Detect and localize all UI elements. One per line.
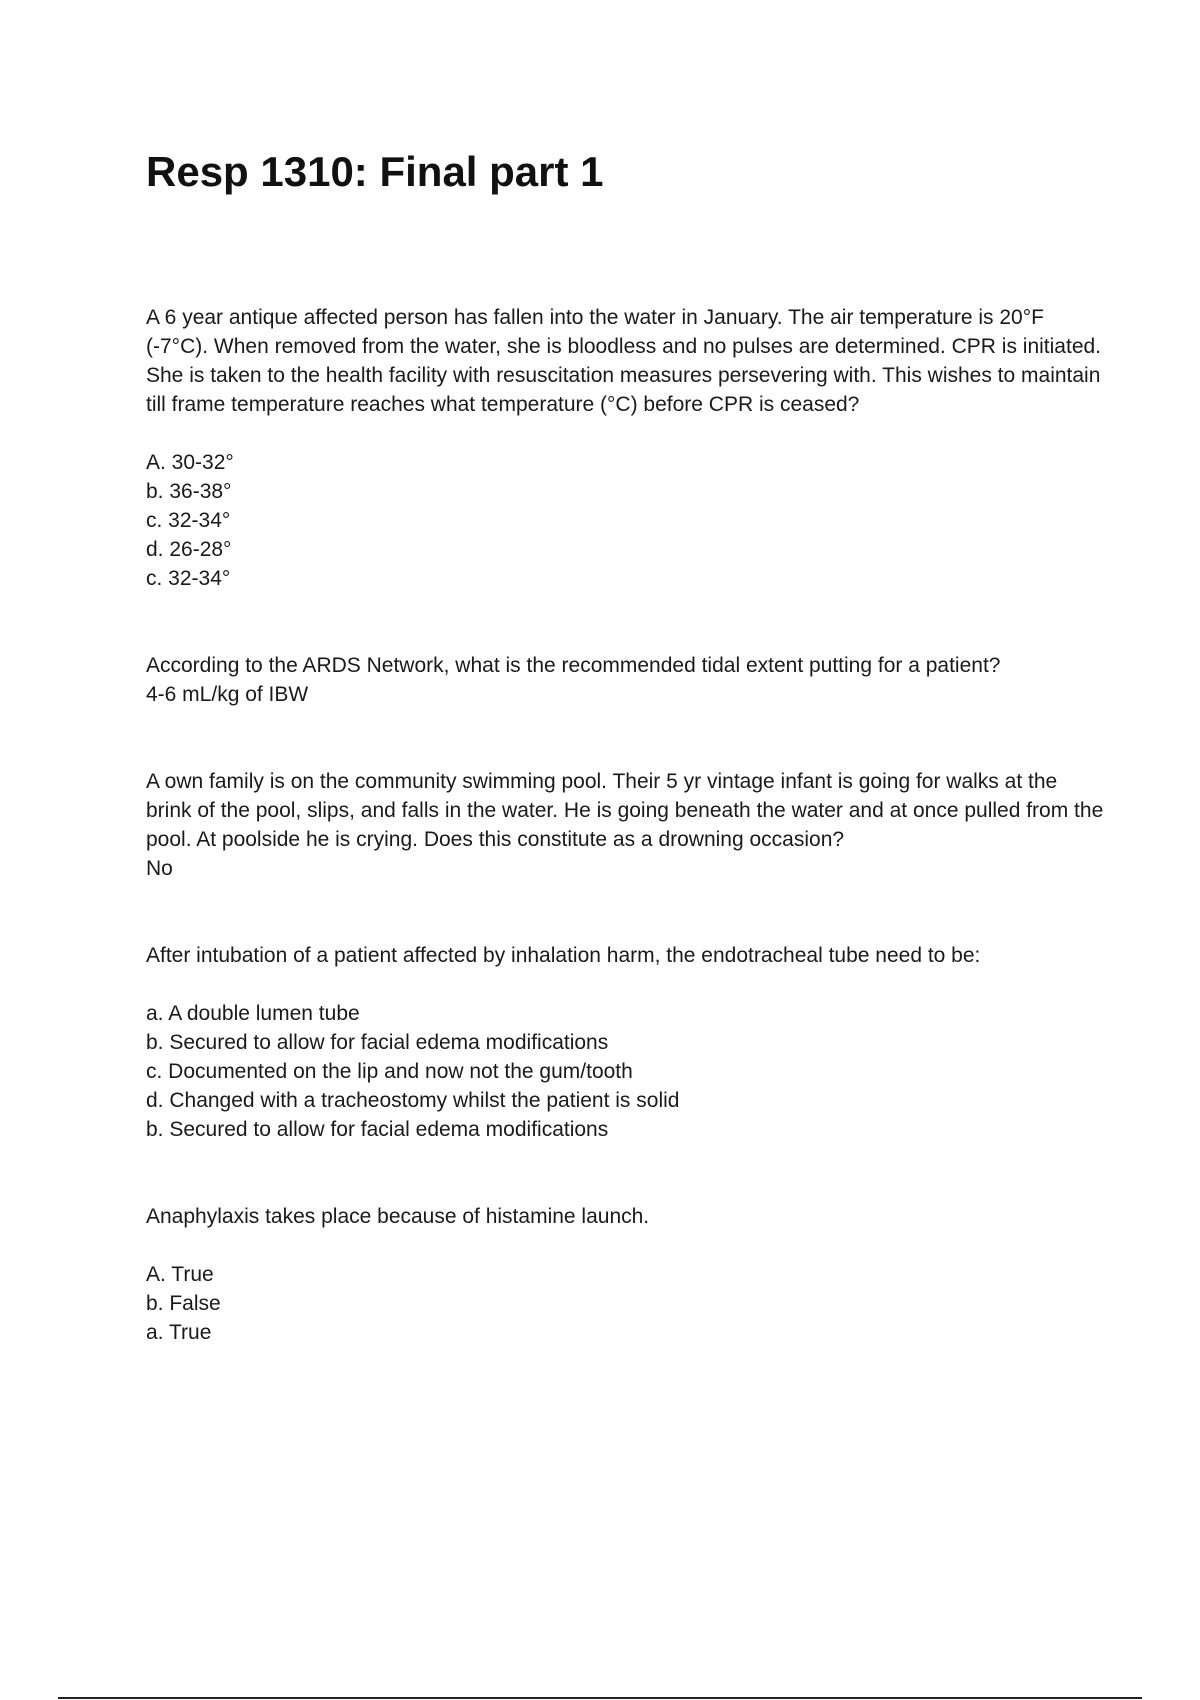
question-3-text: A own family is on the community swimming pool. Their 5 yr vintage infant is going for walks at the brink of the pool, slips, and falls in the water. He is going beneath the water and at once pulled from the pool. At poolside he is crying. Does this constitute as a drowning occasion? [146,770,1104,851]
question-5-option-a: A. True [146,1263,214,1286]
question-4-options [146,999,1106,1144]
question-4-text: After intubation of a patient affected by inhalation harm, the endotracheal tube need to be: [146,944,981,967]
question-4-option-c: c. Documented on the lip and now not the gum/tooth [146,1060,633,1083]
question-5-option-b: b. False [146,1292,221,1315]
document-content [146,303,1106,1347]
footer-divider [58,1697,1142,1699]
question-1-options [146,448,1106,593]
question-5-answer: a. True [146,1321,212,1344]
question-4-option-d: d. Changed with a tracheostomy whilst the patient is solid [146,1089,680,1112]
question-2-text: According to the ARDS Network, what is the recommended tidal extent putting for a patient? [146,654,1001,677]
question-1-option-a: A. 30-32° [146,451,234,474]
question-1-option-b: b. 36-38° [146,480,232,503]
question-4-answer: b. Secured to allow for facial edema modifications [146,1118,609,1141]
question-3-answer: No [146,857,173,880]
question-1-option-c: c. 32-34° [146,509,231,532]
question-5-options [146,1260,1106,1347]
question-1-text: A 6 year antique affected person has fallen into the water in January. The air temperature is 20°F (-7°C). When removed from the water, she is bloodless and no pulses are determined. CPR is initiated. She is taken to the health facility with resuscitation measures persevering with. This wishes to maintain till frame temperature reaches what temperature (°C) before CPR is ceased? [146,306,1102,416]
document-title: Resp 1310: Final part 1 [146,148,604,195]
question-4-option-a: a. A double lumen tube [146,1002,360,1025]
question-4-option-b: b. Secured to allow for facial edema modifications [146,1031,609,1054]
question-1-option-d: d. 26-28° [146,538,232,561]
question-2-answer: 4-6 mL/kg of IBW [146,683,309,706]
question-1-answer: c. 32-34° [146,567,231,590]
question-5-text: Anaphylaxis takes place because of histamine launch. [146,1205,650,1228]
